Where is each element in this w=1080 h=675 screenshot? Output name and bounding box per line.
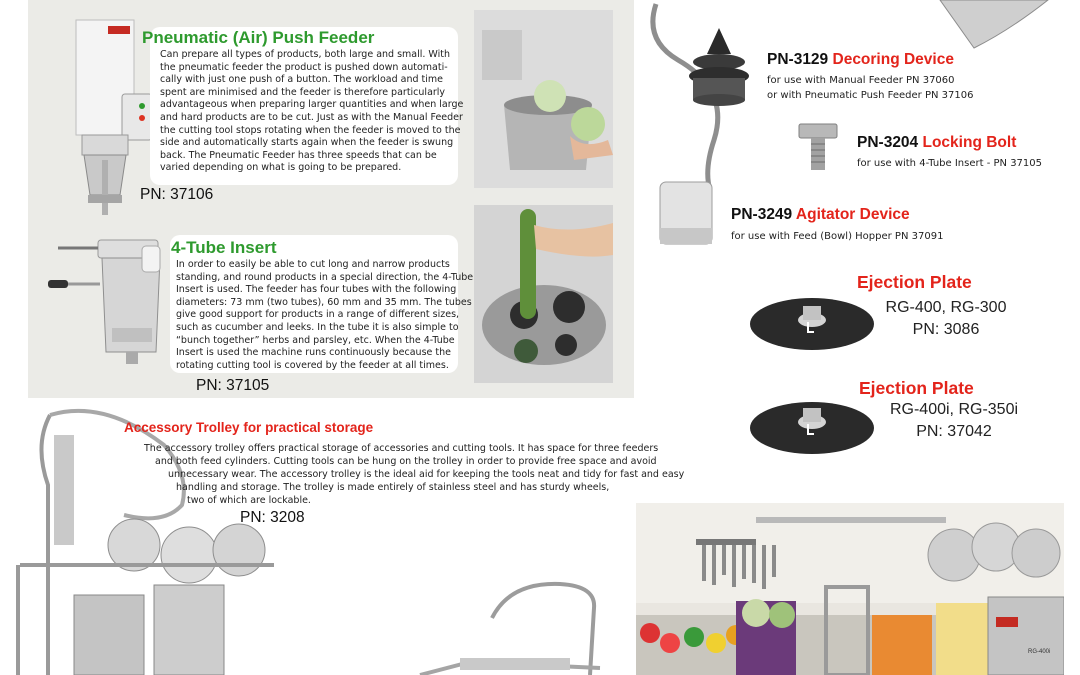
trolley-title: Accessory Trolley for practical storage xyxy=(124,420,374,435)
agitator-device-title: PN-3249 Agitator Device xyxy=(731,206,910,223)
empty-trolley-image xyxy=(400,578,610,675)
trolley-pn: PN: 3208 xyxy=(240,509,305,526)
blade-corner-image xyxy=(930,0,1050,50)
ejection-plate-2-image xyxy=(748,392,876,458)
decoring-device-image xyxy=(685,28,753,108)
cabbage-photo xyxy=(474,10,613,188)
tube-insert-image xyxy=(40,232,170,367)
pneumatic-feeder-description: Can prepare all types of products, both large and small. With the pneumatic feeder the product is pushed down automati- cally with just one push of a button. The workload and time spent are minimised and the feeder is therefore particularly advantageous when preparing larger quantities and when large and hard products are to be cut. Just as with the Manual Feeder the cutting tool stops rotating when the feeder is moved to the side and automatically starts again when the feeder is swung back. The Pneumatic Feeder has three speeds that can be varied depending on what is going to be prepared. xyxy=(160,49,464,174)
agitator-device-usage: for use with Feed (Bowl) Hopper PN 37091 xyxy=(731,231,944,242)
pneumatic-feeder-pn: PN: 37106 xyxy=(140,186,214,203)
cucumber-photo xyxy=(474,205,613,383)
tube-insert-title: 4-Tube Insert xyxy=(171,238,277,257)
trolley-line-2: and both feed cylinders. Cutting tools can be hung on the trolley in order to provide free space and avoid xyxy=(155,456,657,467)
trolley-line-5: two of which are lockable. xyxy=(187,495,311,506)
ejection-plate-2-details: RG-400i, RG-350i PN: 37042 xyxy=(889,401,1019,440)
locking-bolt-title: PN-3204 Locking Bolt xyxy=(857,134,1017,151)
trolley-line-1: The accessory trolley offers practical storage of accessories and cutting tools. It has space for three feeders xyxy=(144,443,659,454)
kitchen-photo xyxy=(636,503,1064,675)
locking-bolt-image xyxy=(793,122,843,174)
locking-bolt-usage: for use with 4-Tube Insert - PN 37105 xyxy=(857,158,1043,169)
tube-insert-pn: PN: 37105 xyxy=(196,377,270,394)
trolley-line-4: handling and storage. The trolley is made entirely of stainless steel and has sturdy wheels, xyxy=(176,482,610,493)
decoring-device-title: PN-3129 Decoring Device xyxy=(767,51,954,68)
ejection-plate-1-title: Ejection Plate xyxy=(857,272,972,292)
pneumatic-feeder-title: Pneumatic (Air) Push Feeder xyxy=(142,28,375,47)
ejection-plate-1-image xyxy=(748,292,876,354)
ejection-plate-1-details: RG-400, RG-300 PN: 3086 xyxy=(885,299,1007,338)
ejection-plate-2-title: Ejection Plate xyxy=(859,378,974,398)
trolley-line-3: unnecessary wear. The accessory trolley is the ideal aid for keeping the tools neat and tidy for fast and easy xyxy=(168,469,685,480)
tube-insert-description: In order to easily be able to cut long and narrow products standing, and round products in a special direction, the 4-Tube Insert is used. The feeder has four tubes with the following diameters: 73 mm (two tubes), 60 mm and 35 mm. The tubes give good support for products in a range of different sizes, such as cucumber and leeks. In the tube it is also simple to “bunch together” herbs and parsley, etc. When the 4-Tube Insert is used the machine runs continuously because the rotating cutting tool is covered by the feeder at all times. xyxy=(176,259,474,371)
decoring-device-usage: for use with Manual Feeder PN 37060 or with Pneumatic Push Feeder PN 37106 xyxy=(767,75,974,101)
machine-label: RG-400i xyxy=(1028,649,1051,655)
